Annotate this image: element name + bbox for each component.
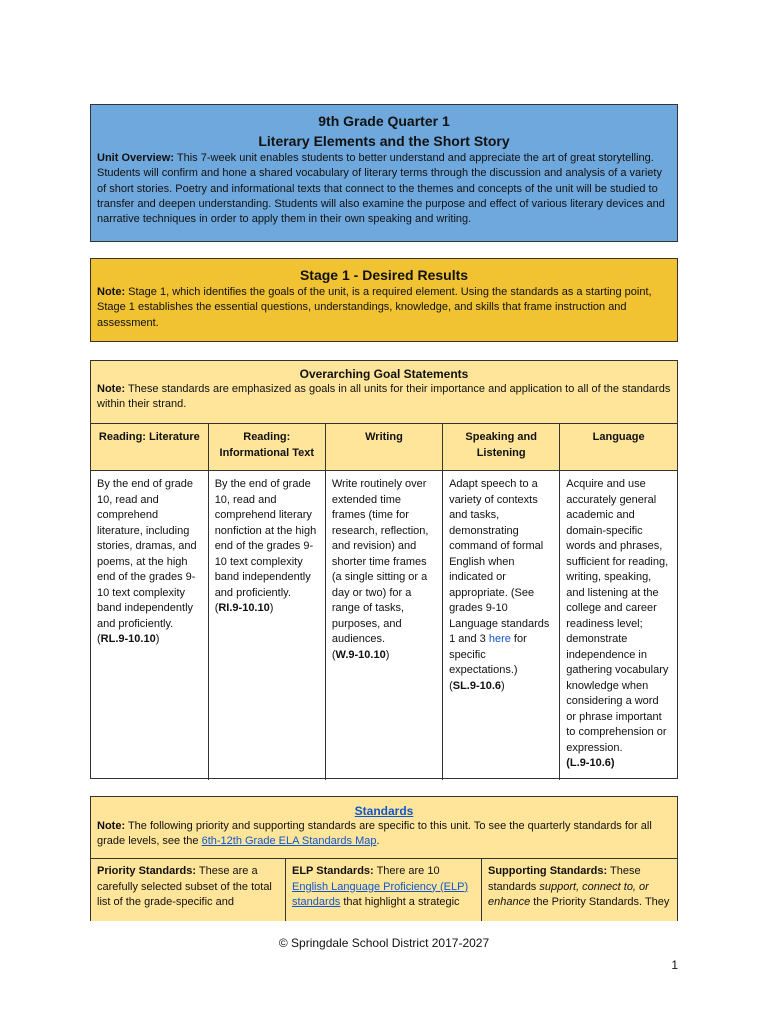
code-sl: SL.9-10.6 xyxy=(452,679,502,692)
cell-language xyxy=(560,471,677,780)
stage-1-box xyxy=(90,258,678,342)
stage-1-note xyxy=(97,285,671,331)
supporting-text-b: the Priority Standards. They xyxy=(530,896,670,908)
cell-writing-text: Write routinely over extended time frames (time for research, reflection, and revision) and shorter time frames (a single sitting or a day or two) for a range of tasks, purposes, and audiences. xyxy=(331,478,429,645)
cell-speaking-text-a: Adapt speech to a variety of contexts and tasks, demonstrating command of formal English when indicated or appropriate. (See grades 9-10 Language standards 1 and 3 xyxy=(449,478,550,645)
unit-overview-body: This 7-week unit enables students to better understand and appreciate the art of great storytelling. Students will confirm and hone a shared vocabulary of literary terms through the discussion and analysis of a variety of short stories. Poetry and informational texts that connect to the themes and concepts of the unit will be studied to transfer and deepen understanding. Students will also examine the purpose and effect of various literary devices and narrative techniques in order to apply them in their own speaking and writing. xyxy=(97,152,665,226)
col-header-reading-literature: Reading: Literature xyxy=(91,424,208,471)
page-number: 1 xyxy=(671,958,678,972)
col-header-writing: Writing xyxy=(325,424,442,471)
goal-statements-header xyxy=(91,361,677,424)
cell-language-text: Acquire and use accurately general academic and domain-specific words and phrases, sufficient for reading, writing, speaking, and listening at the college and career readiness level; demonstrate independence in gathering vocabulary knowledge when considering a word or phrase important to comprehension or expression. xyxy=(566,478,669,754)
standards-columns xyxy=(91,859,677,921)
elp-text-a: There are 10 xyxy=(373,865,440,877)
goal-note-body: These standards are emphasized as goals in all units for their importance and application to all of the standards within their strand. xyxy=(97,383,671,411)
code-rl: RL.9-10.10 xyxy=(100,633,156,645)
here-link[interactable]: here xyxy=(488,633,511,645)
code-ri: RI.9-10.10 xyxy=(218,602,270,614)
unit-title-name: Literary Elements and the Short Story xyxy=(258,133,510,149)
cell-reading-informational-text: By the end of grade 10, read and comprehend literary nonfiction at the high end of the grades 9-10 text complexity band independently and proficiently. xyxy=(214,478,317,599)
standards-note-end: . xyxy=(376,835,380,848)
cell-reading-literature-text: By the end of grade 10, read and comprehend literature, including stories, dramas, and poems, at the high end of the grades 9-10 text complexity band independently and proficiently. xyxy=(97,478,197,630)
standards-header xyxy=(91,797,677,859)
goal-grid-body-row xyxy=(91,471,677,780)
stage-1-title: Stage 1 - Desired Results xyxy=(299,267,469,283)
supporting-label: Supporting Standards: xyxy=(488,865,608,877)
goal-grid xyxy=(91,424,677,780)
standards-box xyxy=(90,796,678,921)
goal-note-label: Note: xyxy=(97,383,126,395)
copyright-footer: © Springdale School District 2017-2027 xyxy=(278,936,490,950)
col-header-language: Language xyxy=(560,424,677,471)
priority-label: Priority Standards: xyxy=(97,865,197,877)
code-w: W.9-10.10 xyxy=(335,648,386,661)
standards-title-link[interactable]: Standards xyxy=(354,804,414,818)
elp-label: ELP Standards: xyxy=(292,865,374,877)
priority-text: These are a carefully selected subset of the total list of the grade-specific and xyxy=(97,865,272,908)
code-l: (L.9-10.6) xyxy=(566,757,615,769)
stage-1-note-body: Stage 1, which identifies the goals of the unit, is a required element. Using the standards as a starting point, Stage 1 establishes the essential questions, understandings, knowledge, and skills that frame instruction and assessment. xyxy=(97,286,652,329)
unit-overview-text xyxy=(97,151,671,227)
col-header-reading-informational: Reading: Informational Text xyxy=(208,424,325,471)
cell-speaking-text-b: for specific expectations.) xyxy=(449,633,527,676)
elp-standards-link[interactable]: English Language Proficiency (ELP) standards xyxy=(292,880,469,908)
elp-standards-cell xyxy=(285,859,481,921)
goal-statements-note xyxy=(97,382,671,413)
unit-title-grade: 9th Grade Quarter 1 xyxy=(318,113,450,129)
goal-statements-table xyxy=(90,360,678,779)
standards-note-label: Note: xyxy=(97,820,126,832)
goal-statements-title: Overarching Goal Statements xyxy=(299,367,469,381)
unit-overview-label: Unit Overview: xyxy=(97,152,175,164)
supporting-italic: support, connect to, or enhance xyxy=(488,880,649,908)
supporting-text-a: These standards xyxy=(488,865,641,893)
unit-overview-box xyxy=(90,104,678,242)
priority-standards-cell xyxy=(91,859,285,921)
cell-reading-literature: By the end of grade 10, read and comprehend literature, including stories, dramas, and poems, at the high end of the grades 9-10 text complexity band independently and proficiently. (RL.9-10.10) xyxy=(91,471,208,780)
col-header-speaking-listening: Speaking and Listening xyxy=(443,424,560,471)
supporting-standards-cell xyxy=(481,859,677,921)
goal-grid-header-row xyxy=(91,424,677,471)
cell-speaking-listening: Adapt speech to a variety of contexts and tasks, demonstrating command of formal English when indicated or appropriate. (See grades 9-10 Language standards 1 and 3 here for specific expectations.) (SL.9-10.6) xyxy=(443,471,560,780)
cell-reading-informational: By the end of grade 10, read and comprehend literary nonfiction at the high end of the grades 9-10 text complexity band independently and proficiently. (RI.9-10.10) xyxy=(208,471,325,780)
standards-note-body: The following priority and supporting standards are specific to this unit. To see the quarterly standards for all grade levels, see the xyxy=(97,820,652,848)
cell-writing: Write routinely over extended time frames (time for research, reflection, and revision) and shorter time frames (a single sitting or a day or two) for a range of tasks, purposes, and audiences. (W.9-10.10) xyxy=(325,471,442,780)
stage-1-note-label: Note: xyxy=(97,286,126,298)
ela-standards-map-link[interactable]: 6th-12th Grade ELA Standards Map xyxy=(201,835,377,848)
standards-note xyxy=(97,819,671,850)
elp-text-b: that highlight a strategic xyxy=(340,896,460,908)
